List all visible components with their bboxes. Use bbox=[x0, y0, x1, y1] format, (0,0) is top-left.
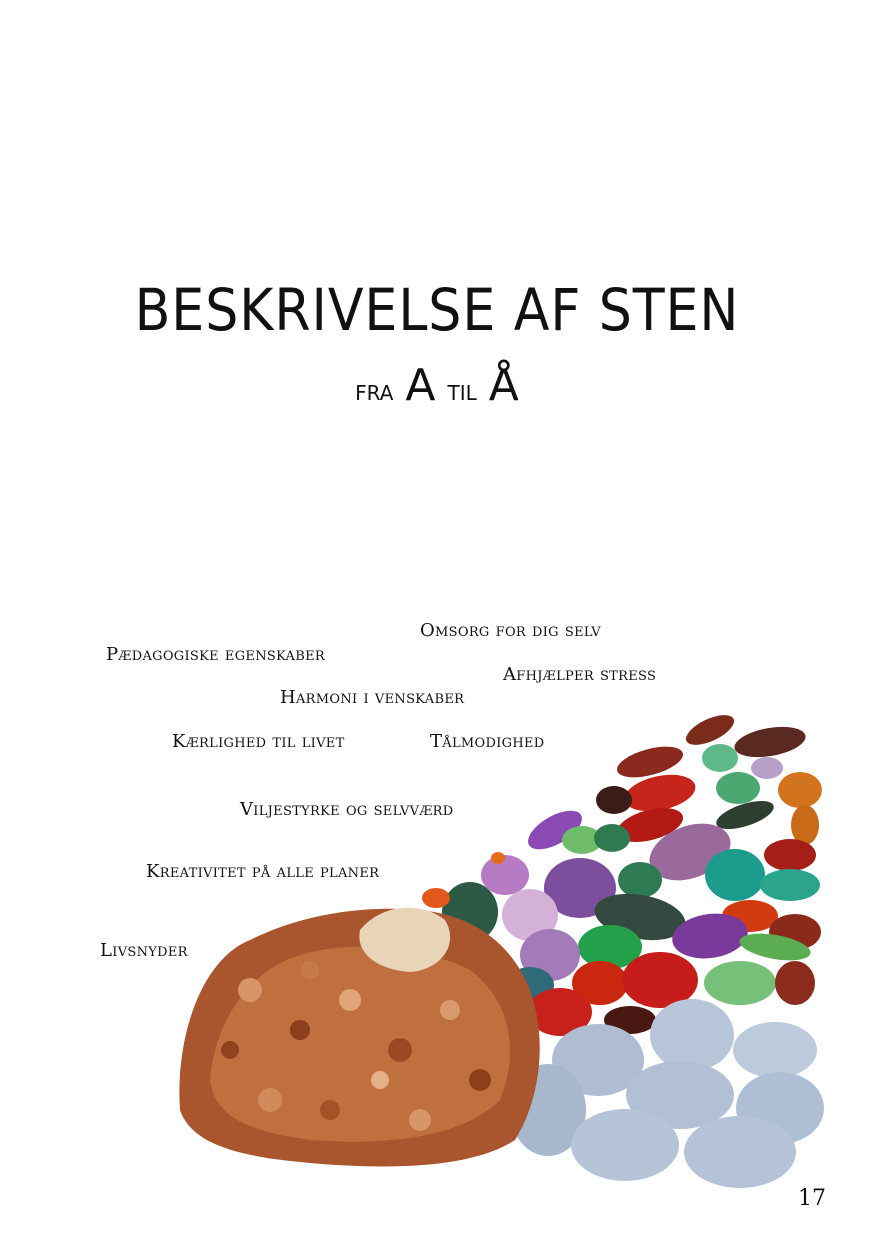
page-subtitle bbox=[0, 360, 874, 411]
subtitle-letter-a: A bbox=[405, 360, 436, 411]
gemstones-illustration bbox=[0, 700, 874, 1190]
page-title: BESKRIVELSE AF STEN bbox=[134, 276, 740, 344]
phrase-omsorg: Omsorg for dig selv bbox=[420, 620, 601, 641]
subtitle-word-fra: fra bbox=[355, 374, 394, 407]
aragonite-cluster bbox=[179, 908, 539, 1167]
phrase-livsnyder: Livsnyder bbox=[100, 940, 188, 961]
phrase-harmoni: Harmoni i venskaber bbox=[280, 687, 465, 708]
page-number: 17 bbox=[798, 1186, 826, 1211]
phrase-afhjaelper: Afhjælper stress bbox=[503, 664, 657, 685]
phrase-viljestyrke: Viljestyrke og selvværd bbox=[240, 799, 454, 820]
phrase-paedagogiske: Pædagogiske egenskaber bbox=[106, 644, 325, 665]
phrase-kreativitet: Kreativitet på alle planer bbox=[146, 861, 380, 882]
subtitle-letter-aa: Å bbox=[488, 360, 519, 411]
subtitle-word-til: til bbox=[447, 374, 477, 407]
phrase-taalmodighed: Tålmodighed bbox=[430, 731, 545, 752]
phrase-kaerlighed: Kærlighed til livet bbox=[172, 731, 345, 752]
